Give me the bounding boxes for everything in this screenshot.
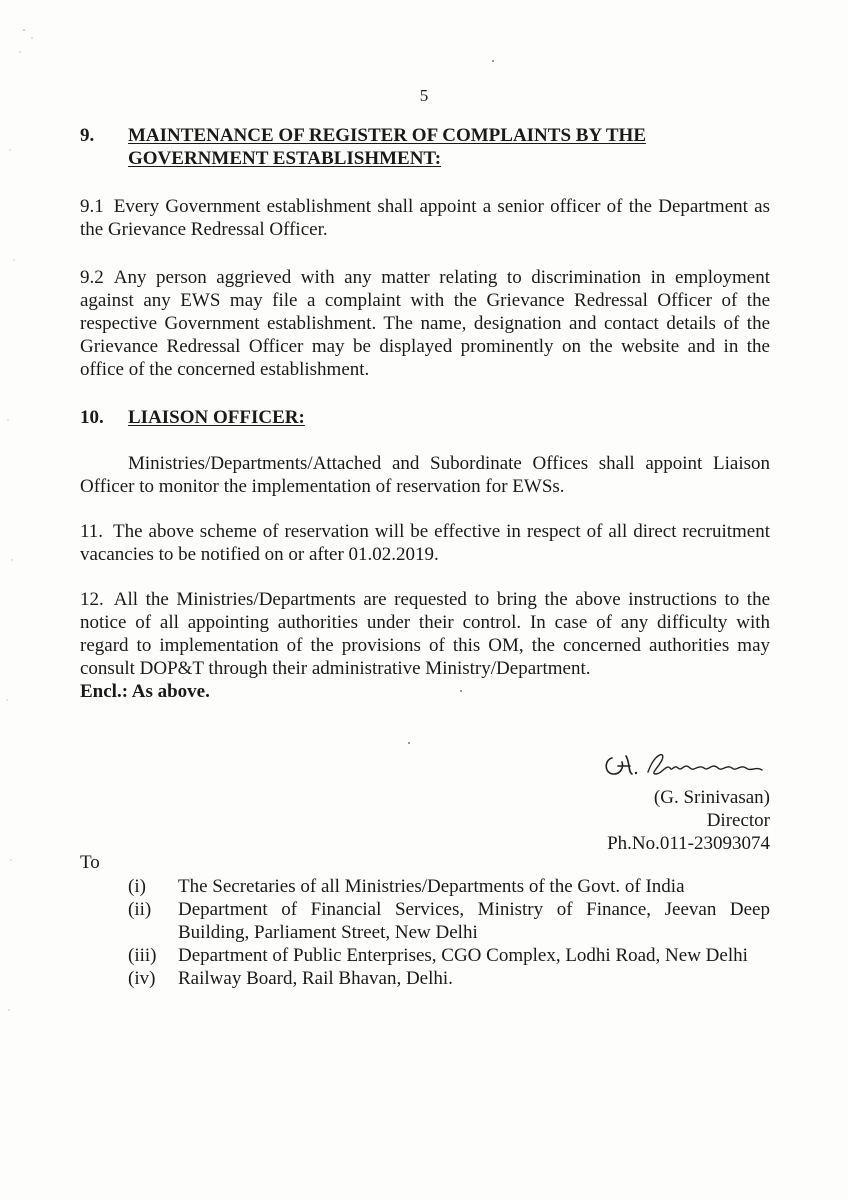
paragraph-11 [80, 520, 770, 566]
scan-speck [408, 742, 410, 744]
paragraph-9-1 [80, 195, 770, 241]
paragraph-9-1-number: 9.1 [80, 196, 104, 217]
section-10-heading [80, 406, 770, 429]
section-10-number: 10. [80, 407, 104, 428]
paragraph-11-number: 11. [80, 521, 104, 542]
paragraph-12-number: 12. [80, 589, 104, 610]
recipient-text: Department of Public Enterprises, CGO Complex, Lodhi Road, New Delhi [178, 945, 748, 966]
scan-edge-noise [2, 0, 62, 1200]
recipient-item [128, 898, 770, 944]
paragraph-9-2-number: 9.2 [80, 267, 104, 288]
paragraph-12-text: All the Ministries/Departments are requested to bring the above instructions to the notice of all appointing authorities under their control. In case of any difficulty with regard to implementation of the provisions of this OM, the concerned authorities may consult DOP&T through their administrative Ministry/Department. [80, 589, 770, 679]
paragraph-9-2-text: Any person aggrieved with any matter relating to discrimination in employment against any EWS may file a complaint with the Grievance Redressal Officer of the respective Government establishment. The name, designation and contact details of the Grievance Redressal Officer may be displayed prominently on the website and in the office of the concerned establishment. [80, 267, 770, 380]
document-body [80, 124, 770, 703]
recipient-number: (iv) [128, 968, 156, 989]
recipient-item [128, 967, 770, 990]
recipient-text: Railway Board, Rail Bhavan, Delhi. [178, 968, 453, 989]
recipient-text: Department of Financial Services, Ministry of Finance, Jeevan Deep Building, Parliament Street, New Delhi [178, 899, 770, 943]
recipient-number: (i) [128, 876, 146, 897]
paragraph-10: Ministries/Departments/Attached and Subordinate Offices shall appoint Liaison Officer to monitor the implementation of reservation for EWSs. [80, 453, 770, 497]
signatory-name: (G. Srinivasan) [653, 787, 770, 808]
signatory-phone: Ph.No.011-23093074 [607, 833, 770, 854]
recipient-list [128, 875, 770, 990]
recipient-item [128, 875, 770, 898]
paragraph-9-1-text: Every Government establishment shall appoint a senior officer of the Department as the Grievance Redressal Officer. [80, 196, 770, 240]
to-label: To [80, 852, 100, 873]
recipient-number: (ii) [128, 899, 152, 920]
section-9-number: 9. [80, 125, 95, 146]
paragraph-9-2 [80, 266, 770, 381]
recipient-number: (iii) [128, 945, 157, 966]
section-9-title: MAINTENANCE OF REGISTER OF COMPLAINTS BY THE GOVERNMENT ESTABLISHMENT: [128, 125, 646, 169]
paragraph-12 [80, 588, 770, 680]
section-9-heading [80, 124, 770, 170]
page-number: 5 [419, 86, 429, 105]
enclosure-note: Encl.: As above. [80, 681, 210, 702]
signature-block [600, 746, 770, 855]
section-10-title: LIAISON OFFICER: [128, 407, 305, 428]
paragraph-11-text: The above scheme of reservation will be effective in respect of all direct recruitment vacancies to be notified on or after 01.02.2019. [80, 521, 770, 565]
recipient-text: The Secretaries of all Ministries/Departments of the Govt. of India [178, 876, 685, 897]
recipient-item [128, 944, 770, 967]
scan-speck [460, 690, 462, 692]
signatory-designation: Director [706, 810, 770, 831]
scan-speck [492, 60, 494, 62]
handwritten-signature [600, 746, 770, 782]
